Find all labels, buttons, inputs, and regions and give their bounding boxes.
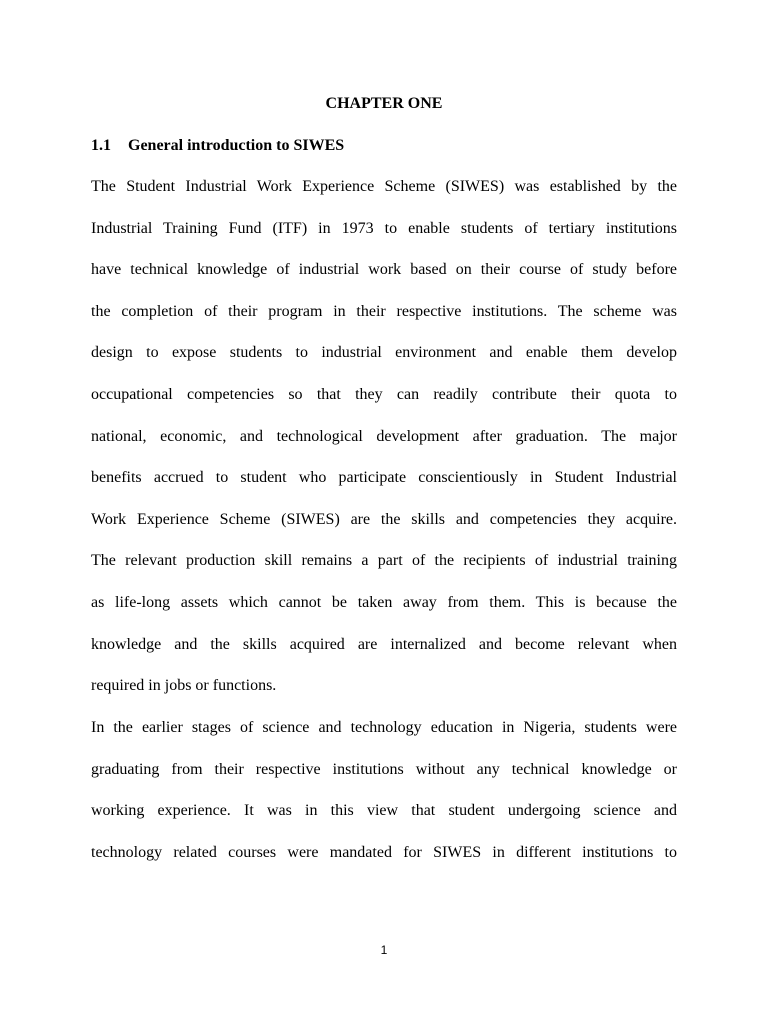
section-title: General introduction to SIWES [128,137,345,154]
paragraph-line: knowledge and the skills acquired are internalized and become relevant when [91,635,677,653]
paragraph-line: The Student Industrial Work Experience Scheme (SIWES) was established by the [91,178,677,195]
paragraph-2 [91,717,677,883]
paragraph-line: Work Experience Scheme (SIWES) are the skills and competencies they acquire. [91,510,677,528]
paragraph-line: national, economic, and technological development after graduation. The major [91,427,677,445]
paragraph-1 [91,176,677,717]
paragraph-line: Industrial Training Fund (ITF) in 1973 to enable students of tertiary institutions [91,219,677,237]
paragraph-line: graduating from their respective institutions without any technical knowledge or [91,760,677,778]
paragraph-line: The relevant production skill remains a part of the recipients of industrial training [91,552,677,570]
paragraph-line: required in jobs or functions. [91,677,277,695]
paragraph-line: have technical knowledge of industrial work based on their course of study before [91,261,677,279]
paragraph-line: as life-long assets which cannot be taken away from them. This is because the [91,593,677,611]
paragraph-line: the completion of their program in their respective institutions. The scheme was [91,302,677,320]
paragraph-line: occupational competencies so that they can readily contribute their quota to [91,385,677,403]
paragraph-line: working experience. It was in this view that student undergoing science and [91,802,677,820]
page-number: 1 [380,943,388,957]
paragraph-line: design to expose students to industrial environment and enable them develop [91,344,677,362]
chapter-title: CHAPTER ONE [325,95,443,112]
paragraph-line: In the earlier stages of science and technology education in Nigeria, students were [91,719,677,736]
paragraph-line: benefits accrued to student who participate conscientiously in Student Industrial [91,469,677,487]
paragraph-line: technology related courses were mandated for SIWES in different institutions to [91,843,677,861]
section-number: 1.1 [91,137,111,154]
section-heading [91,135,344,157]
